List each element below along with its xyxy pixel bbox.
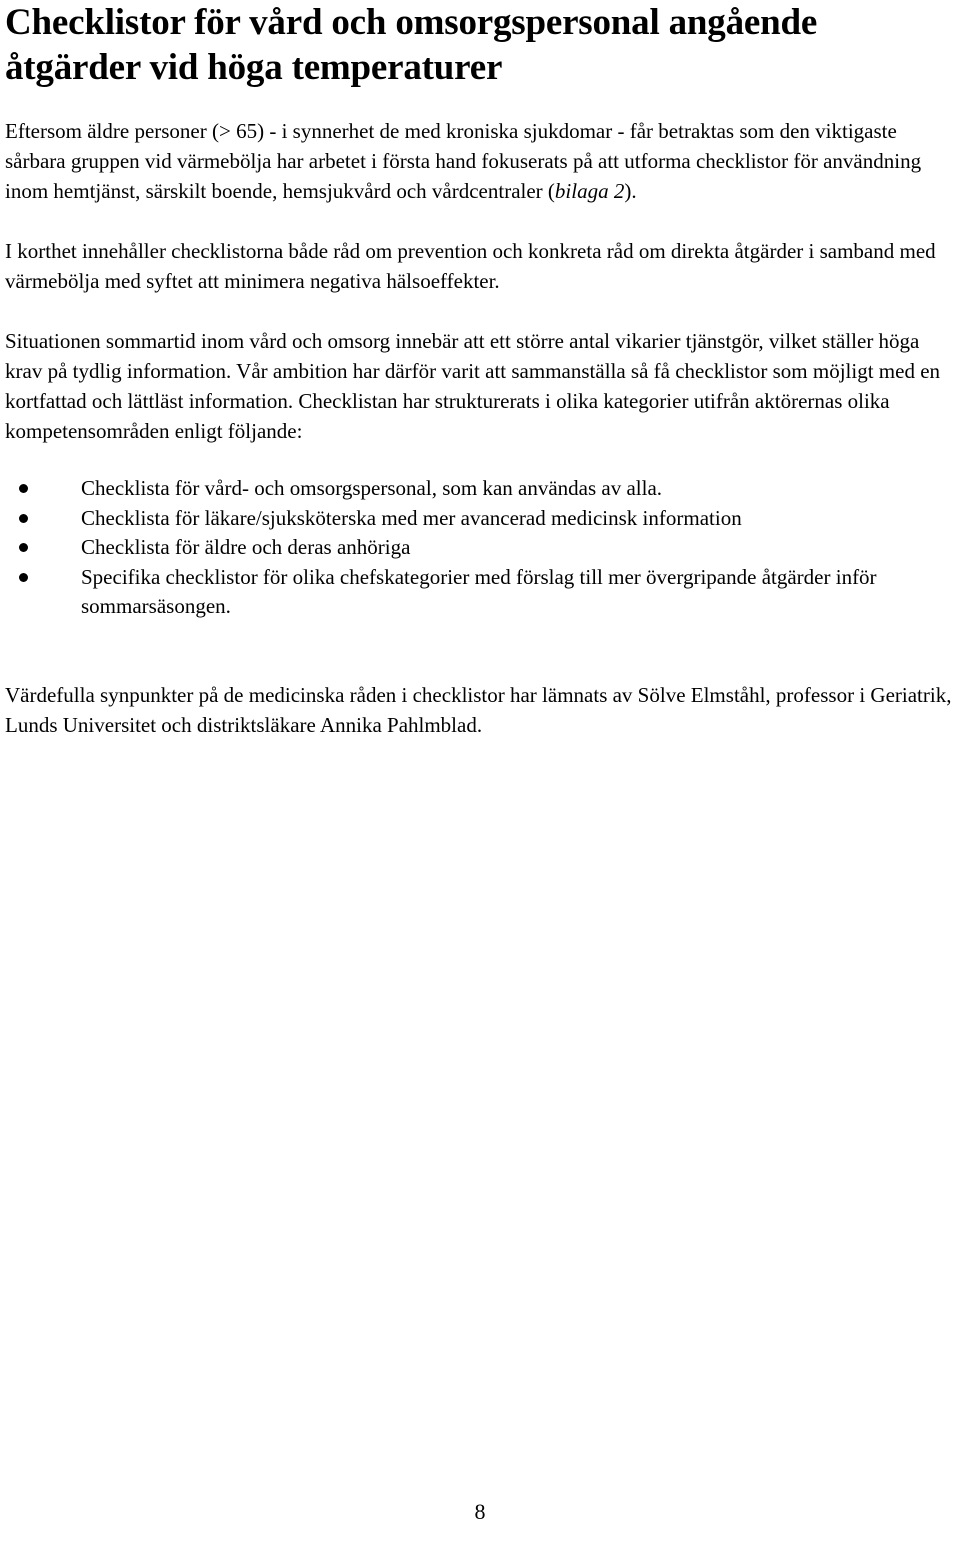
intro-paragraph [5,116,955,206]
document-page [5,0,955,740]
list-item-text: Specifika checklistor för olika chefskategorier med förslag till mer övergripande åtgärder inför sommarsäsongen. [81,564,877,618]
list-item-text: Checklista för läkare/sjuksköterska med mer avancerad medicinsk information [81,505,742,530]
intro-text-end: ). [624,179,637,203]
list-item [5,563,955,622]
acknowledgement-paragraph: Värdefulla synpunkter på de medicinska råden i checklistor har lämnats av Sölve Elmståhl, professor i Geriatrik, Lunds Universitet och distriktsläkare Annika Pahlmblad. [5,682,952,737]
bullet-icon [19,573,28,582]
list-item [5,504,955,534]
bullet-icon [19,484,28,493]
checklist-categories [5,474,955,622]
bullet-icon [19,514,28,523]
list-item-text: Checklista för vård- och omsorgspersonal, som kan användas av alla. [81,476,663,500]
list-item-text: Checklista för äldre och deras anhöriga [81,535,411,559]
page-number: 8 [474,1499,486,1524]
list-item [5,533,955,563]
document-title: Checklistor för vård och omsorgspersonal angående åtgärder vid höga temperaturer [5,2,818,88]
appendix-reference: bilaga 2 [554,179,625,203]
situation-paragraph: Situationen sommartid inom vård och omsorg innebär att ett större antal vikarier tjänstgör, vilket ställer höga krav på tydlig information. Vår ambition har därför varit att sammanställa så få checklistor som möjligt med en kortfattad och lättläst information. Checklistan har strukturerats i olika kategorier utifrån aktörernas olika kompetensområden enligt följande: [5,329,941,443]
list-item [5,474,955,504]
summary-paragraph: I korthet innehåller checklistorna både råd om prevention och konkreta råd om direkta åtgärder i samband med värmebölja med syftet att minimera negativa hälsoeffekter. [5,239,936,293]
intro-text: Eftersom äldre personer (> 65) - i synnerhet de med kroniska sjukdomar - får betraktas som den viktigaste sårbara gruppen vid värmebölja har arbetet i första hand fokuserats på att utforma checklistor för användning inom hemtjänst, särskilt boende, hemsjukvård och vårdcentraler ( [5,119,922,203]
bullet-icon [19,543,28,552]
